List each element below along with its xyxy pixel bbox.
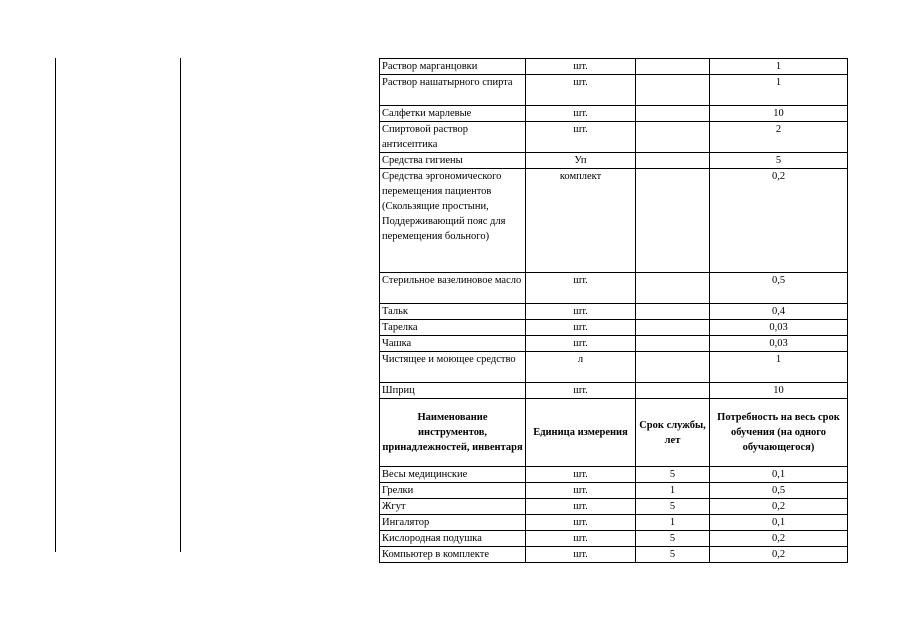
- item-need: 0,1: [710, 467, 848, 483]
- table-row: [380, 169, 848, 273]
- item-unit: шт.: [526, 383, 636, 399]
- item-name: Грелки: [380, 483, 526, 499]
- table-row: [380, 320, 848, 336]
- table-row: [380, 122, 848, 153]
- item-unit: шт.: [526, 531, 636, 547]
- item-term: 1: [636, 483, 710, 499]
- item-term: [636, 320, 710, 336]
- item-unit: шт.: [526, 106, 636, 122]
- item-name: Средства гигиены: [380, 153, 526, 169]
- item-need: 0,2: [710, 531, 848, 547]
- item-need: 1: [710, 352, 848, 383]
- item-need: 10: [710, 106, 848, 122]
- item-unit: шт.: [526, 122, 636, 153]
- item-need: 1: [710, 59, 848, 75]
- item-name: Раствор марганцовки: [380, 59, 526, 75]
- table-row: [380, 304, 848, 320]
- item-name: Чашка: [380, 336, 526, 352]
- item-unit: шт.: [526, 336, 636, 352]
- item-term: [636, 169, 710, 273]
- table-row: [380, 352, 848, 383]
- item-need: 10: [710, 383, 848, 399]
- item-need: 0,5: [710, 273, 848, 304]
- item-term: [636, 59, 710, 75]
- item-term: [636, 336, 710, 352]
- supplies-table: [379, 58, 848, 563]
- item-name: Тарелка: [380, 320, 526, 336]
- left-margin-line: [55, 58, 56, 552]
- item-need: 0,4: [710, 304, 848, 320]
- item-name: Стерильное вазелиновое масло: [380, 273, 526, 304]
- item-unit: шт.: [526, 273, 636, 304]
- item-unit: комплект: [526, 169, 636, 273]
- item-need: 5: [710, 153, 848, 169]
- item-need: 1: [710, 75, 848, 106]
- left-column-line: [180, 58, 181, 552]
- item-term: 5: [636, 547, 710, 563]
- item-name: Спиртовой раствор антисептика: [380, 122, 526, 153]
- item-need: 0,1: [710, 515, 848, 531]
- table-row: [380, 499, 848, 515]
- item-name: Раствор нашатырного спирта: [380, 75, 526, 106]
- item-unit: шт.: [526, 499, 636, 515]
- table-row: [380, 273, 848, 304]
- header-unit: Единица измерения: [526, 399, 636, 467]
- item-term: [636, 153, 710, 169]
- item-unit: шт.: [526, 515, 636, 531]
- item-unit: шт.: [526, 467, 636, 483]
- table-header-row: [380, 399, 848, 467]
- item-name: Кислородная подушка: [380, 531, 526, 547]
- item-term: [636, 383, 710, 399]
- item-term: [636, 106, 710, 122]
- item-need: 0,03: [710, 320, 848, 336]
- item-need: 2: [710, 122, 848, 153]
- table-row: [380, 106, 848, 122]
- table-row: [380, 59, 848, 75]
- item-name: Ингалятор: [380, 515, 526, 531]
- item-term: 1: [636, 515, 710, 531]
- item-unit: шт.: [526, 304, 636, 320]
- item-unit: шт.: [526, 547, 636, 563]
- item-unit: шт.: [526, 483, 636, 499]
- item-term: 5: [636, 467, 710, 483]
- header-need: Потребность на весь срок обучения (на одного обучающегося): [710, 399, 848, 467]
- item-name: Средства эргономического перемещения пациентов (Скользящие простыни, Поддерживающий пояс для перемещения больного): [380, 169, 526, 273]
- item-unit: л: [526, 352, 636, 383]
- table-row: [380, 153, 848, 169]
- item-unit: шт.: [526, 320, 636, 336]
- table-row: [380, 547, 848, 563]
- table-row: [380, 483, 848, 499]
- item-need: 0,2: [710, 547, 848, 563]
- item-name: Салфетки марлевые: [380, 106, 526, 122]
- item-name: Жгут: [380, 499, 526, 515]
- item-need: 0,2: [710, 499, 848, 515]
- header-name: Наименование инструментов, принадлежностей, инвентаря: [380, 399, 526, 467]
- table-row: [380, 75, 848, 106]
- header-term: Срок службы, лет: [636, 399, 710, 467]
- item-unit: шт.: [526, 75, 636, 106]
- item-need: 0,5: [710, 483, 848, 499]
- table-row: [380, 531, 848, 547]
- item-need: 0,03: [710, 336, 848, 352]
- item-term: 5: [636, 531, 710, 547]
- item-name: Компьютер в комплекте: [380, 547, 526, 563]
- item-term: [636, 273, 710, 304]
- table-row: [380, 515, 848, 531]
- item-term: 5: [636, 499, 710, 515]
- item-name: Весы медицинские: [380, 467, 526, 483]
- item-term: [636, 352, 710, 383]
- item-name: Тальк: [380, 304, 526, 320]
- item-name: Шприц: [380, 383, 526, 399]
- item-name: Чистящее и моющее средство: [380, 352, 526, 383]
- item-term: [636, 122, 710, 153]
- item-unit: Уп: [526, 153, 636, 169]
- table-row: [380, 336, 848, 352]
- item-need: 0,2: [710, 169, 848, 273]
- item-term: [636, 75, 710, 106]
- item-term: [636, 304, 710, 320]
- table-row: [380, 383, 848, 399]
- table-row: [380, 467, 848, 483]
- item-unit: шт.: [526, 59, 636, 75]
